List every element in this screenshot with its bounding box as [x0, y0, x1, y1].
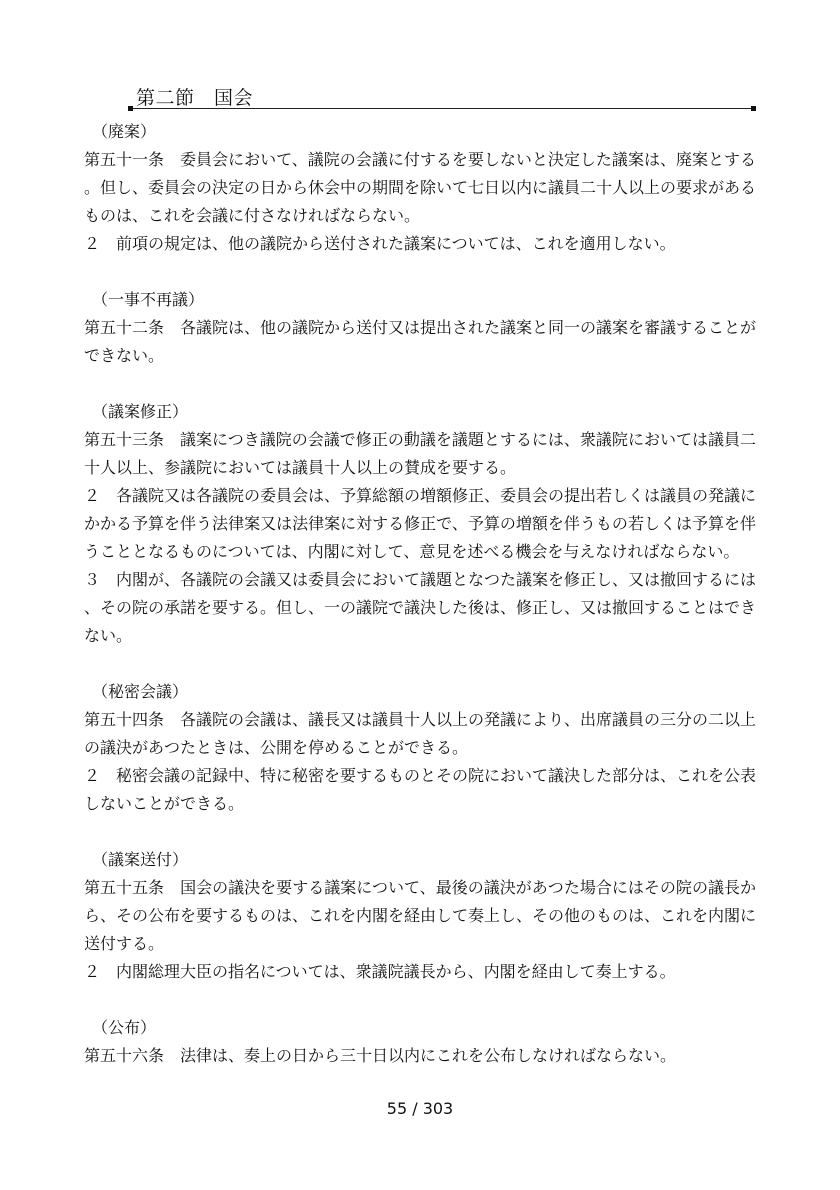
- article-51: [84, 118, 756, 258]
- header-rule: [128, 108, 756, 109]
- article-paragraph: 第五十五条 国会の議決を要する議案について、最後の議決があつた場合にはその院の議長から、その公布を要するものは、これを内閣を経由して奏上し、その他のものは、これを内閣に送付する。: [84, 878, 757, 953]
- article-paragraph: 第五十四条 各議院の会議は、議長又は議員十人以上の発議により、出席議員の三分の二以上の議決があつたときは、公開を停めることができる。: [84, 710, 757, 757]
- body-text: [84, 118, 756, 1070]
- article-paragraph: 第五十一条 委員会において、議院の会議に付するを要しないと決定した議案は、廃案とする。但し、委員会の決定の日から休会中の期間を除いて七日以内に議員二十人以上の要求があるものは、これを会議に付さなければならない。: [84, 150, 757, 225]
- article-caption: （一事不再議）: [92, 290, 205, 309]
- article-55: [84, 846, 756, 986]
- header-rule-left-marker: [128, 106, 133, 111]
- article-52: [84, 286, 756, 370]
- article-caption: （公布）: [92, 1018, 157, 1037]
- article-paragraph: ２ 内閣総理大臣の指名については、衆議院議長から、内閣を経由して奏上する。: [84, 962, 676, 981]
- article-54: [84, 678, 756, 818]
- header-rule-right-marker: [751, 106, 756, 111]
- article-caption: （議案修正）: [92, 402, 189, 421]
- section-header: [128, 84, 756, 114]
- article-paragraph: 第五十六条 法律は、奏上の日から三十日以内にこれを公布しなければならない。: [84, 1046, 677, 1065]
- article-caption: （廃案）: [92, 122, 157, 141]
- article-53: [84, 398, 756, 650]
- article-caption: （議案送付）: [92, 850, 189, 869]
- section-title: 第二節 国会: [136, 87, 254, 109]
- article-paragraph: ３ 内閣が、各議院の会議又は委員会において議題となつた議案を修正し、又は撤回するには、その院の承諾を要する。但し、一の議院で議決した後は、修正し、又は撤回することはできない。: [84, 570, 757, 645]
- article-paragraph: ２ 秘密会議の記録中、特に秘密を要するものとその院において議決した部分は、これを公表しないことができる。: [84, 766, 757, 813]
- article-caption: （秘密会議）: [92, 682, 189, 701]
- page-number: 55 / 303: [386, 1099, 454, 1118]
- article-paragraph: ２ 各議院又は各議院の委員会は、予算総額の増額修正、委員会の提出若しくは議員の発議にかかる予算を伴う法律案又は法律案に対する修正で、予算の増額を伴うもの若しくは予算を伴うこととなるものについては、内閣に対して、意見を述べる機会を与えなければならない。: [84, 486, 757, 561]
- article-56: [84, 1014, 756, 1070]
- article-paragraph: ２ 前項の規定は、他の議院から送付された議案については、これを適用しない。: [84, 234, 676, 253]
- article-paragraph: 第五十三条 議案につき議院の会議で修正の動議を議題とするには、衆議院においては議員二十人以上、参議院においては議員十人以上の賛成を要する。: [84, 430, 756, 477]
- article-paragraph: 第五十二条 各議院は、他の議院から送付又は提出された議案と同一の議案を審議することができない。: [84, 318, 757, 365]
